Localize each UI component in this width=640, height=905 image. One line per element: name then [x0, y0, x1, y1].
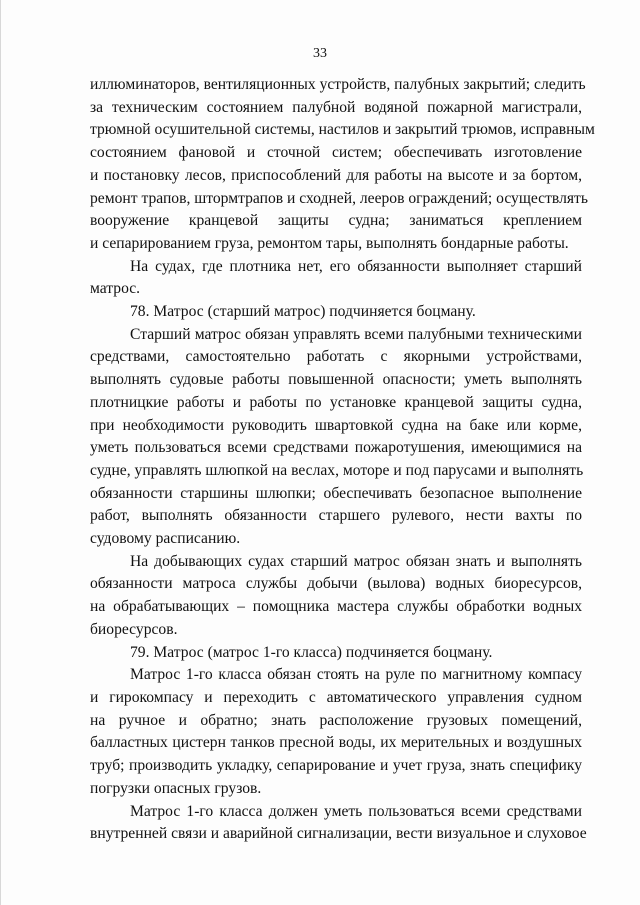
text-line: средствами, самостоятельно работать с якорными устройствами, — [90, 348, 582, 366]
text-line: вооружение кранцевой защиты судна; заниматься креплением — [90, 212, 582, 230]
text-line: труб; производить укладку, сепарирование и учет груза, знать специфику — [90, 757, 582, 775]
text-line: погрузки опасных грузов. — [90, 779, 262, 797]
text-line: выполнять судовые работы повышенной опасности; уметь выполнять — [90, 371, 582, 389]
text-line: судне, управлять шлюпкой на веслах, моторе и под парусами и выполнять — [90, 461, 584, 479]
text-line: и гирокомпасу и переходить с автоматического управления судном — [90, 688, 582, 706]
text-line: трюмной осушительной системы, настилов и закрытий трюмов, исправным — [90, 121, 595, 139]
text-line: уметь пользоваться всеми средствами пожаротушения, имеющимися на — [90, 439, 582, 457]
text-line: и постановку лесов, приспособлений для работы на высоте и за бортом, — [90, 166, 582, 184]
text-line: за техническим состоянием палубной водяной пожарной магистрали, — [90, 98, 582, 116]
text-line: и сепарированием груза, ремонтом тары, выполнять бондарные работы. — [90, 234, 569, 252]
text-line: Матрос 1-го класса обязан стоять на руле по магнитному компасу — [130, 666, 582, 684]
paragraph — [90, 324, 582, 551]
text-line: матрос. — [90, 280, 141, 298]
text-line: Старший матрос обязан управлять всеми палубными техническими — [130, 325, 582, 343]
text-line: На добывающих судах старший матрос обязан знать и выполнять — [130, 552, 582, 570]
paragraph — [90, 801, 587, 846]
paragraph — [90, 642, 582, 665]
text-line: иллюминаторов, вентиляционных устройств, палубных закрытий; следить — [90, 76, 586, 93]
text-line: ремонт трапов, штормтрапов и сходней, лееров ограждений; осуществлять — [90, 189, 588, 207]
text-line: 78. Матрос (старший матрос) подчиняется боцману. — [130, 303, 476, 321]
paragraph — [90, 74, 595, 256]
text-line: обязанности старшины шлюпки; обеспечивать безопасное выполнение — [90, 484, 582, 502]
paragraph — [90, 551, 582, 642]
text-line: балластных цистерн танков пресной воды, их мерительных и воздушных — [90, 734, 582, 752]
scan-edge — [0, 0, 1, 905]
paragraph — [90, 301, 582, 324]
text-line: судовому расписанию. — [90, 530, 241, 548]
text-line: при необходимости руководить швартовкой судна на баке или корме, — [90, 416, 582, 434]
paragraph — [90, 664, 582, 800]
text-line: на ручное и обратно; знать расположение грузовых помещений, — [90, 711, 582, 729]
text-line: На судах, где плотника нет, его обязанности выполняет старший — [130, 257, 582, 275]
text-line: 79. Матрос (матрос 1-го класса) подчиняется боцману. — [130, 643, 493, 661]
text-line: Матрос 1-го класса должен уметь пользоваться всеми средствами — [130, 802, 582, 820]
text-line: биоресурсов. — [90, 620, 178, 638]
text-line: на обрабатывающих – помощника мастера службы обработки водных — [90, 598, 582, 616]
text-line: состоянием фановой и сточной систем; обеспечивать изготовление — [90, 144, 582, 162]
text-line: обязанности матроса службы добычи (вылова) водных биоресурсов, — [90, 575, 582, 593]
paragraph — [90, 256, 582, 301]
page-number: 33 — [313, 46, 327, 61]
text-line: плотницкие работы и работы по установке кранцевой защиты судна, — [90, 393, 582, 411]
document-body — [90, 74, 595, 846]
text-line: работ, выполнять обязанности старшего рулевого, нести вахты по — [90, 507, 582, 525]
text-line: внутренней связи и аварийной сигнализации, вести визуальное и слуховое — [90, 825, 587, 843]
